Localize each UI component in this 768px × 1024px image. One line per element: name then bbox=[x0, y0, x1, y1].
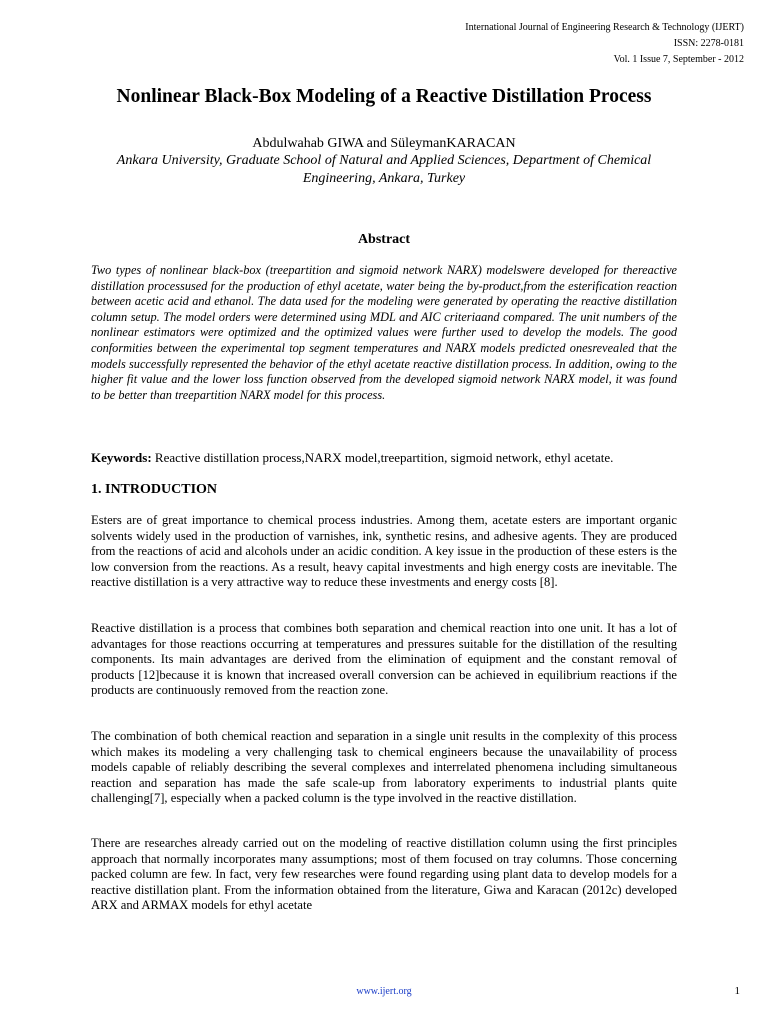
intro-paragraph: There are researches already carried out on the modeling of reactive distillation column using the first principles approach that normally incorporates many assumptions; most of them focused on tray columns. Those concerning packed column are few. In fact, very few researches were found regarding using plant data to develop models for a reactive distillation plant. From the information obtained from the literature, Giwa and Karacan (2012c) developed ARX and ARMAX models for ethyl acetate bbox=[91, 836, 677, 913]
keywords bbox=[91, 450, 691, 466]
keywords-label: Keywords: bbox=[91, 450, 152, 465]
journal-issn: ISSN: 2278-0181 bbox=[673, 38, 744, 49]
footer-url-link[interactable]: www.ijert.org bbox=[356, 986, 412, 997]
page-number: 1 bbox=[734, 985, 740, 997]
affiliation: Ankara University, Graduate School of Natural and Applied Sciences, Department of Chemical Engineering, Ankara, Turkey bbox=[116, 153, 652, 186]
abstract-text: Two types of nonlinear black-box (treepartition and sigmoid network NARX) modelswere developed for thereactive distillation processused for the production of ethyl acetate, water being the by-product,from the esterification reaction between acetic acid and ethanol. The data used for the modeling were generated by operating the reactive distillation column setup. The model orders were determined using MDL and AIC criteriaand compared. The unit numbers of the nonlinear estimators were optimized and the optimized values were further used to develop the models. The good conformities between the experimental top segment temperatures and NARX models predicted onesrevealed that the models successfully represented the behavior of the ethyl acetate reactive distillation process. In addition, owing to the higher fit value and the lower loss function observed from the developed sigmoid network NARX model, it was found to be better than treepartition NARX model for this process. bbox=[91, 263, 677, 402]
journal-volume: Vol. 1 Issue 7, September - 2012 bbox=[613, 54, 744, 65]
journal-header bbox=[465, 20, 744, 68]
intro-paragraph: Esters are of great importance to chemical process industries. Among them, acetate esters are important organic solvents widely used in the production of varnishes, ink, synthetic resins, and adhesive agents. They are produced from the reactions of acid and alcohols under an acidic condition. A key issue in the production of these esters is the low conversion from the reactions. As a result, heavy capital investments and high energy costs are inevitable. The reactive distillation is a very attractive way to reduce these investments and energy costs [8]. bbox=[91, 513, 677, 590]
journal-name: International Journal of Engineering Research & Technology (IJERT) bbox=[465, 22, 744, 33]
intro-paragraph: The combination of both chemical reaction and separation in a single unit results in the complexity of this process which makes its modeling a very challenging task to chemical engineers because the unavailability of process models capable of reliably describing the several complexes and interrelated phenomena including simultaneous reaction and separation has made the safe scale-up from laboratory experiments to industrial plants quite challenging[7], especially when a packed column is the type involved in the reactive distillation. bbox=[91, 729, 677, 806]
intro-paragraph: Reactive distillation is a process that combines both separation and chemical reaction into one unit. It has a lot of advantages for those reactions occurring at temperatures and pressures suitable for the distillation of the resulting components. Its main advantages are derived from the elimination of equipment and the constant removal of products [12]because it is known that increased overall conversion can be achieved in equilibrium reactions if the products are continuously removed from the reaction zone. bbox=[91, 621, 677, 698]
section-heading-introduction: 1. INTRODUCTION bbox=[91, 482, 218, 497]
abstract-heading: Abstract bbox=[357, 232, 411, 247]
paper-title: Nonlinear Black-Box Modeling of a Reactive Distillation Process bbox=[116, 86, 652, 107]
keywords-text: Reactive distillation process,NARX model,treepartition, sigmoid network, ethyl acetate. bbox=[151, 450, 614, 465]
authors: Abdulwahab GIWA and SüleymanKARACAN bbox=[252, 136, 516, 151]
